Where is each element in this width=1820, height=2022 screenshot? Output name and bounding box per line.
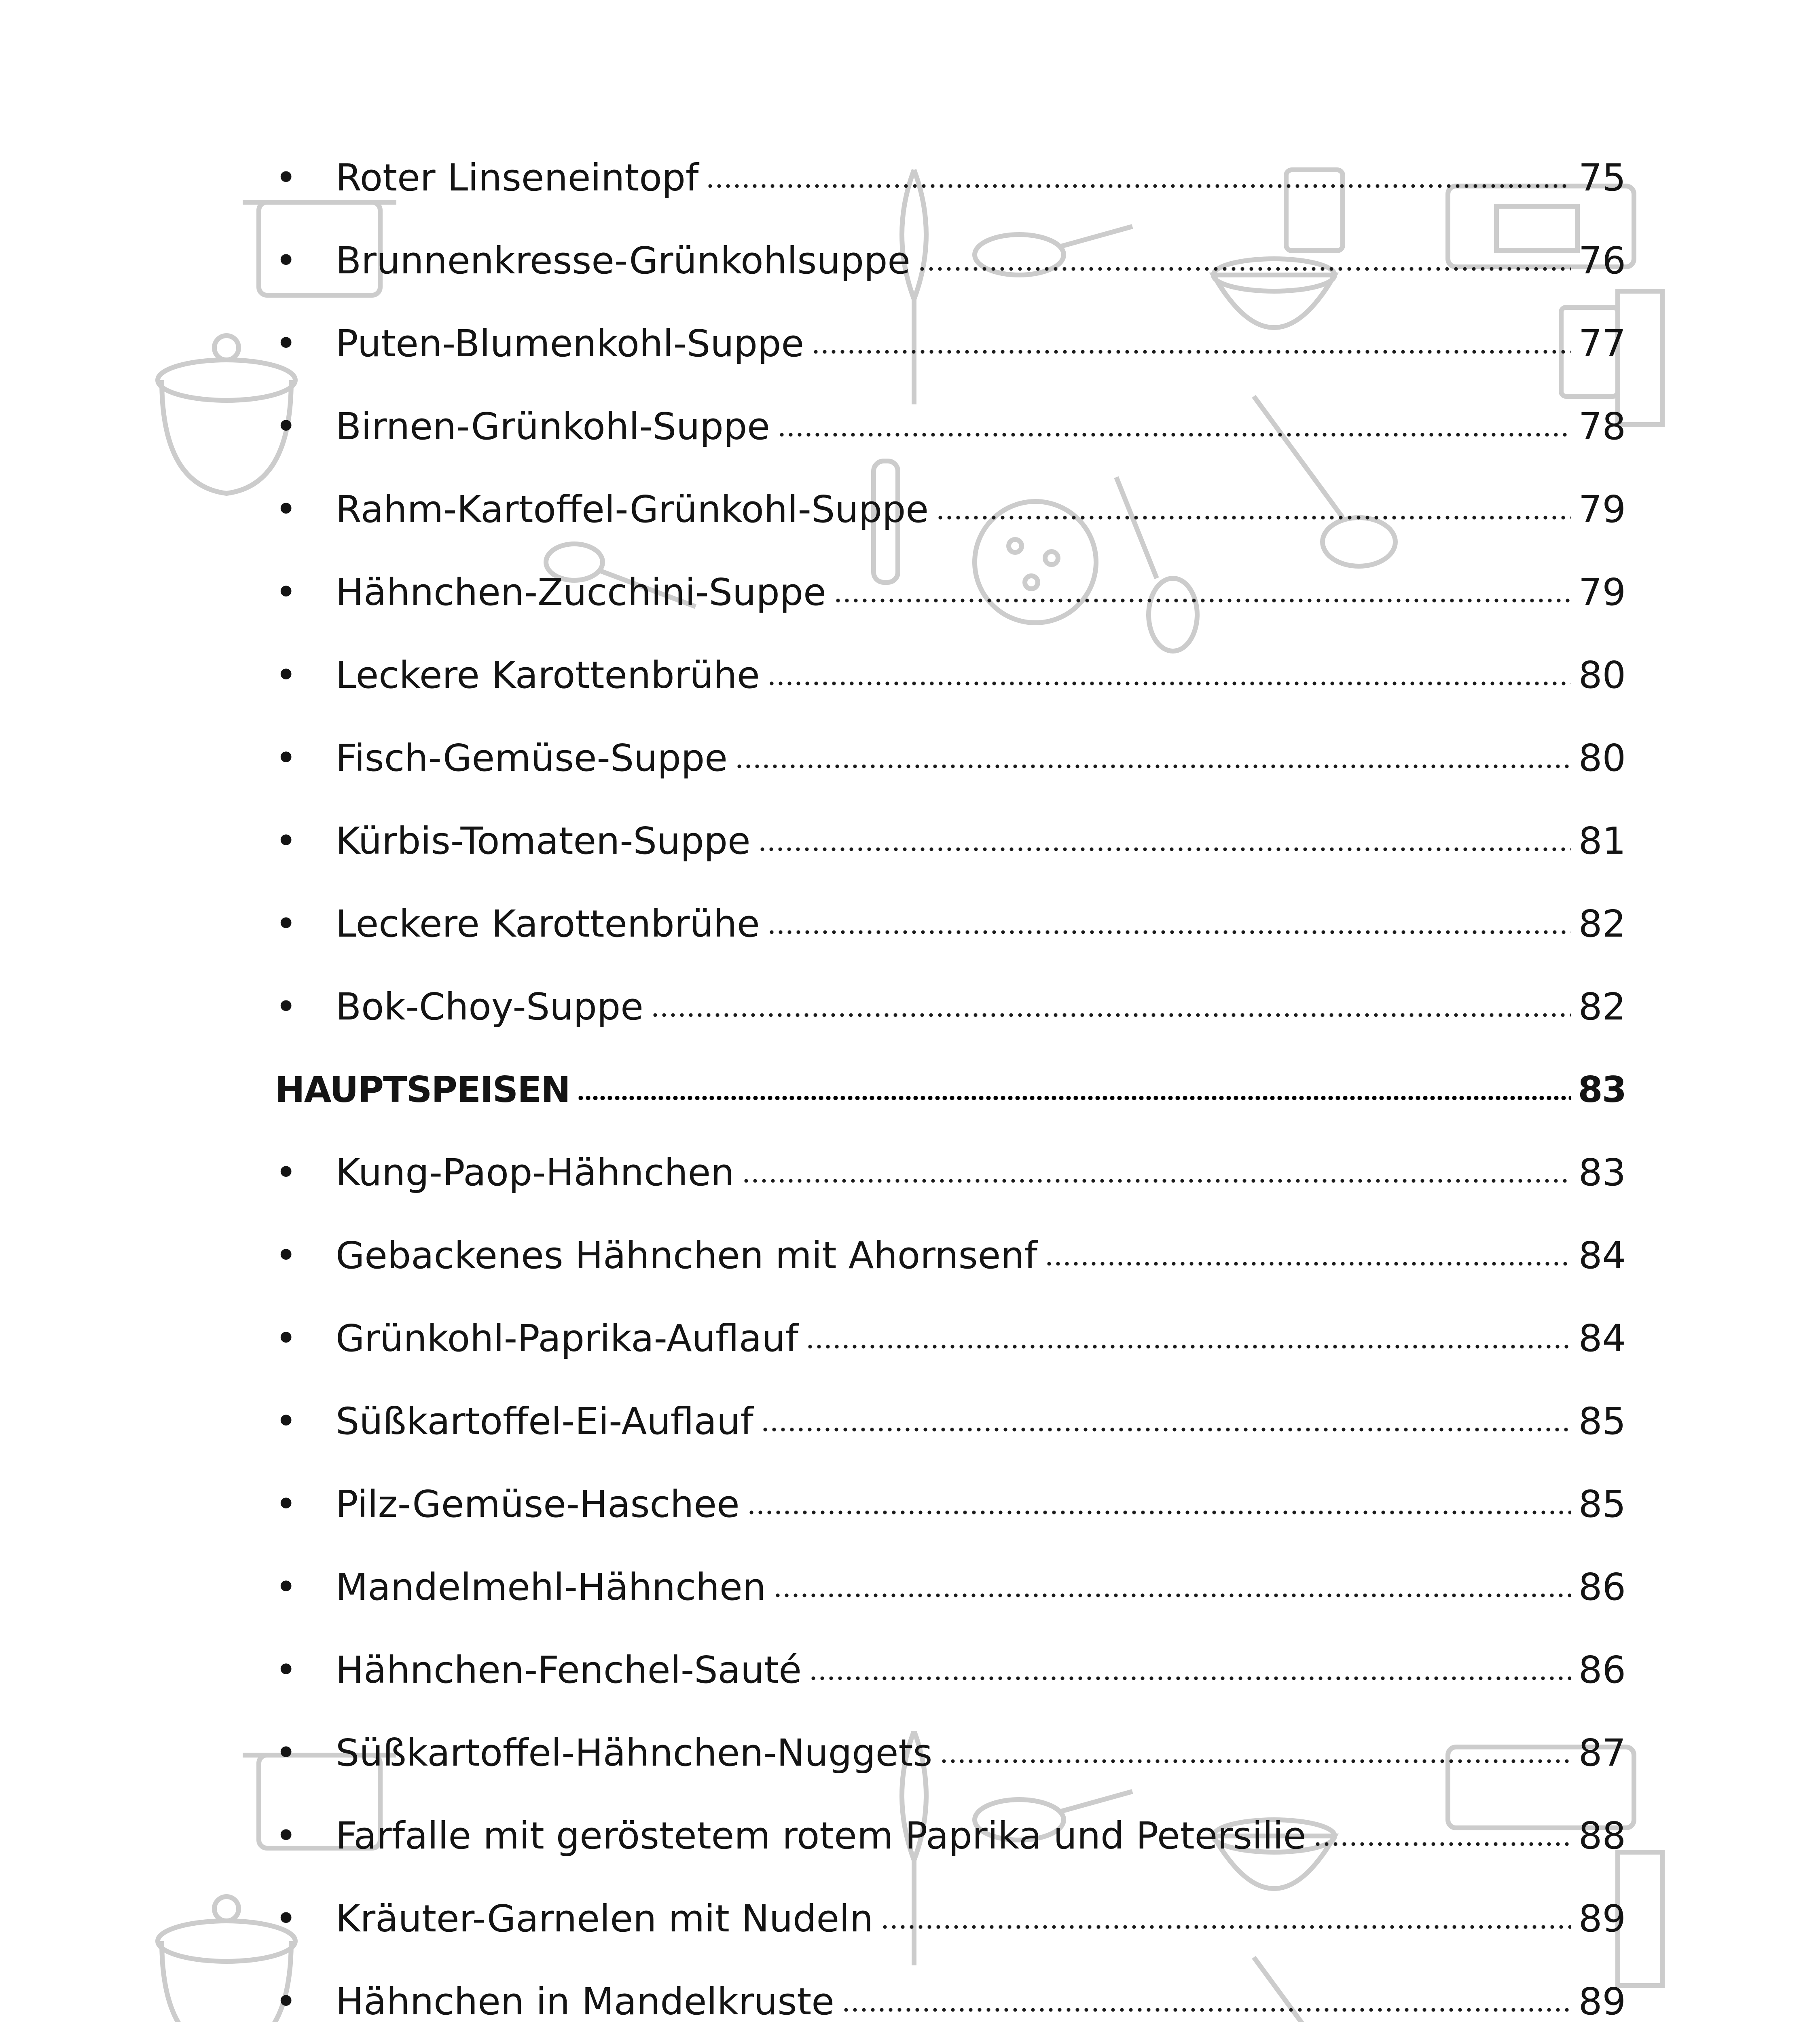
toc-entry-title: Hähnchen in Mandelkruste	[336, 1980, 834, 2022]
toc-page-number: 83	[1578, 1069, 1626, 1110]
bullet-icon: •	[275, 736, 297, 780]
toc-entry[interactable]	[275, 404, 1626, 449]
bullet-icon: •	[275, 1897, 297, 1940]
toc-entry-title: Rahm-Kartoffel-Grünkohl-Suppe	[336, 488, 929, 531]
bullet-icon: •	[275, 571, 297, 614]
toc-entry-title: Leckere Karottenbrühe	[336, 654, 760, 697]
toc-section-heading[interactable]	[275, 1068, 1626, 1112]
toc-entry[interactable]	[275, 1233, 1626, 1278]
dot-leader	[1313, 1842, 1571, 1846]
toc-entry[interactable]	[275, 487, 1626, 532]
toc-entry-title: Kürbis-Tomaten-Suppe	[336, 819, 751, 863]
toc-entry[interactable]	[275, 1565, 1626, 1610]
bullet-icon: •	[275, 1483, 297, 1526]
toc-page-number: 78	[1578, 405, 1626, 448]
toc-entry-title: Hähnchen-Zucchini-Suppe	[336, 571, 826, 614]
toc-entry-title: Kung-Paop-Hähnchen	[336, 1151, 734, 1194]
toc-page-number: 89	[1578, 1897, 1626, 1940]
toc-entry[interactable]	[275, 902, 1626, 946]
toc-entry[interactable]	[275, 1814, 1626, 1858]
toc-page-number: 79	[1578, 571, 1626, 614]
toc-entry-title: Fisch-Gemüse-Suppe	[336, 736, 728, 780]
dot-leader	[936, 516, 1571, 520]
toc-page-number: 76	[1578, 239, 1626, 282]
dot-leader	[761, 1428, 1571, 1432]
dot-leader	[758, 847, 1571, 851]
bullet-icon: •	[275, 1317, 297, 1360]
toc-page-number: 86	[1578, 1565, 1626, 1609]
toc-page-number: 82	[1578, 985, 1626, 1028]
toc-entry[interactable]	[275, 985, 1626, 1029]
toc-page-number: 88	[1578, 1814, 1626, 1857]
toc-page-number: 84	[1578, 1317, 1626, 1360]
toc-entry-title: Pilz-Gemüse-Haschee	[336, 1483, 740, 1526]
bullet-icon: •	[275, 902, 297, 945]
bullet-icon: •	[275, 488, 297, 531]
dot-leader	[811, 350, 1571, 354]
bullet-icon: •	[275, 1731, 297, 1775]
toc-page-number: 84	[1578, 1234, 1626, 1277]
dot-leader	[767, 681, 1571, 685]
toc-entry[interactable]	[275, 239, 1626, 283]
toc-entry[interactable]	[275, 819, 1626, 863]
bullet-icon: •	[275, 1151, 297, 1194]
toc-entry-title: Grünkohl-Paprika-Auflauf	[336, 1317, 799, 1360]
dot-leader	[842, 2008, 1571, 2012]
toc-entry-title: Puten-Blumenkohl-Suppe	[336, 322, 804, 365]
toc-page-number: 89	[1578, 1980, 1626, 2022]
toc-entry-title: Hähnchen-Fenchel-Sauté	[336, 1648, 802, 1692]
bullet-icon: •	[275, 819, 297, 863]
toc-entry[interactable]	[275, 653, 1626, 698]
dot-leader	[777, 433, 1571, 437]
toc-page-number: 79	[1578, 488, 1626, 531]
bullet-icon: •	[275, 1565, 297, 1609]
dot-leader	[735, 764, 1571, 768]
dot-leader	[940, 1759, 1571, 1763]
dot-leader	[918, 267, 1571, 271]
toc-entry-title: HAUPTSPEISEN	[275, 1069, 570, 1110]
toc-entry-title: Farfalle mit geröstetem rotem Paprika und Petersilie	[336, 1814, 1306, 1857]
lidded-pot-icon	[158, 1897, 295, 2022]
toc-entry[interactable]	[275, 1731, 1626, 1775]
toc-page-number: 80	[1578, 654, 1626, 697]
toc-entry[interactable]	[275, 156, 1626, 200]
dot-leader	[706, 184, 1571, 188]
toc-entry-title: Birnen-Grünkohl-Suppe	[336, 405, 770, 448]
dot-leader	[747, 1510, 1571, 1514]
toc-page-number: 80	[1578, 736, 1626, 780]
toc-entry[interactable]	[275, 1316, 1626, 1361]
toc-entry[interactable]	[275, 1151, 1626, 1195]
toc-entry-title: Kräuter-Garnelen mit Nudeln	[336, 1897, 874, 1940]
toc-page-number: 86	[1578, 1648, 1626, 1692]
toc-page-number: 77	[1578, 322, 1626, 365]
dot-leader	[577, 1096, 1571, 1100]
toc-entry[interactable]	[275, 1648, 1626, 1692]
bullet-icon: •	[275, 322, 297, 365]
bullet-icon: •	[275, 1980, 297, 2022]
toc-entry[interactable]	[275, 1897, 1626, 1941]
toc-page-number: 85	[1578, 1483, 1626, 1526]
toc-page-number: 81	[1578, 819, 1626, 863]
bullet-icon: •	[275, 1814, 297, 1857]
toc-page-number: 87	[1578, 1731, 1626, 1775]
toc-entry[interactable]	[275, 1980, 1626, 2022]
dot-leader	[806, 1345, 1571, 1349]
toc-entry[interactable]	[275, 570, 1626, 615]
whisk-icon	[902, 170, 926, 404]
toc-entry-title: Roter Linseneintopf	[336, 156, 699, 199]
dot-leader	[1045, 1262, 1571, 1266]
dot-leader	[880, 1925, 1571, 1929]
toc-entry-title: Leckere Karottenbrühe	[336, 902, 760, 945]
dot-leader	[773, 1593, 1571, 1597]
dot-leader	[834, 599, 1571, 603]
toc-entry-title: Süßkartoffel-Ei-Auflauf	[336, 1400, 753, 1443]
toc-entry[interactable]	[275, 1399, 1626, 1444]
bullet-icon: •	[275, 239, 297, 282]
dot-leader	[651, 1013, 1571, 1017]
toc-entry[interactable]	[275, 321, 1626, 366]
toc-page-number: 85	[1578, 1400, 1626, 1443]
bullet-icon: •	[275, 156, 297, 199]
toc-entry[interactable]	[275, 736, 1626, 780]
toc-entry-title: Süßkartoffel-Hähnchen-Nuggets	[336, 1731, 933, 1775]
toc-entry-title: Brunnenkresse-Grünkohlsuppe	[336, 239, 911, 282]
dot-leader	[809, 1676, 1571, 1680]
toc-entry-title: Mandelmehl-Hähnchen	[336, 1565, 766, 1609]
toc-page-number: 75	[1578, 156, 1626, 199]
toc-entry-title: Gebackenes Hähnchen mit Ahornsenf	[336, 1234, 1037, 1277]
lidded-pot-icon	[158, 336, 295, 493]
bullet-icon: •	[275, 1234, 297, 1277]
bullet-icon: •	[275, 405, 297, 448]
bullet-icon: •	[275, 1400, 297, 1443]
bullet-icon: •	[275, 654, 297, 697]
dot-leader	[742, 1179, 1571, 1183]
bullet-icon: •	[275, 1648, 297, 1692]
toc-page-number: 82	[1578, 902, 1626, 945]
toc-page-number: 83	[1578, 1151, 1626, 1194]
toc-entry[interactable]	[275, 1482, 1626, 1527]
dot-leader	[767, 930, 1571, 934]
toc-entry-title: Bok-Choy-Suppe	[336, 985, 643, 1028]
bullet-icon: •	[275, 985, 297, 1028]
